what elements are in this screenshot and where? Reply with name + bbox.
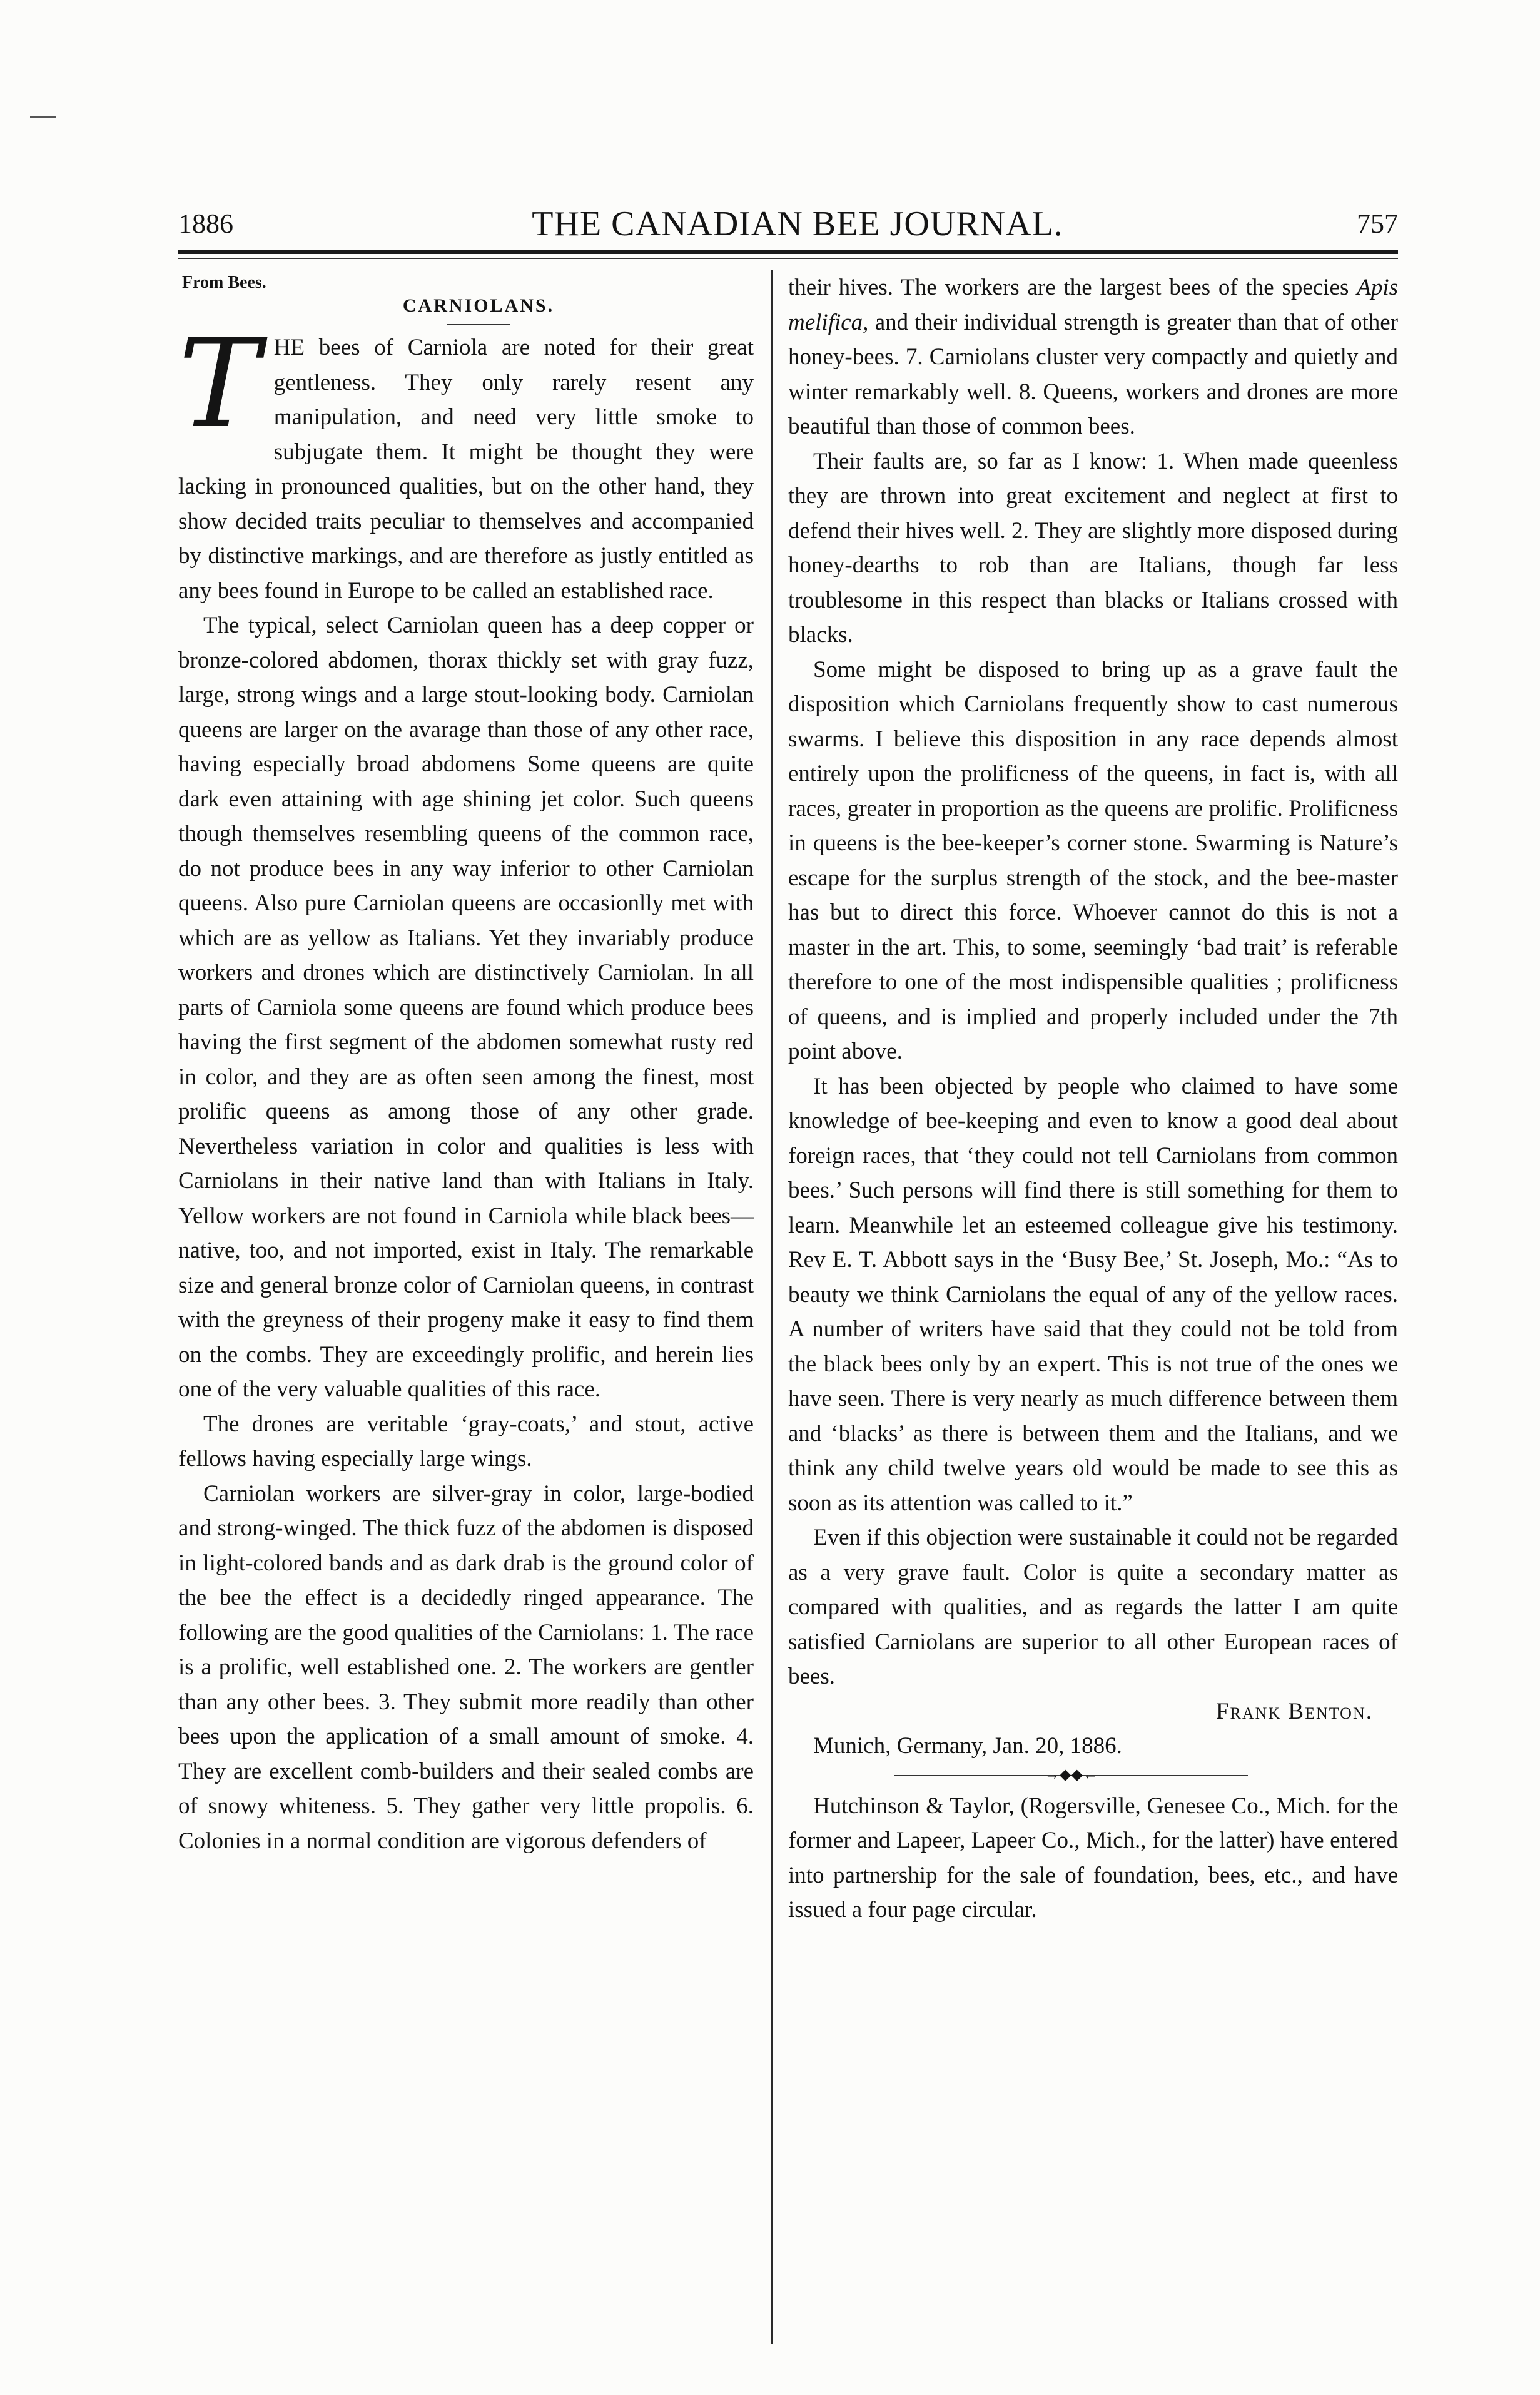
- drop-cap: T: [178, 313, 260, 455]
- header-rule-thick: [178, 250, 1398, 254]
- paragraph-1-text: HE bees of Carniola are noted for their great gentleness. They only rarely resent any manipulation, and need very little smoke to subjugate them. It might be thought they were lacking in pronounced qualities, but on the other hand, they show decided traits peculiar to themselves and accompanied by distinctive markings, and are therefore as justly entitled as any bees found in Europe to be called an established race.: [178, 335, 754, 604]
- paragraph-1: [178, 313, 754, 608]
- paragraph-4: Carniolan workers are silver-gray in color, large-bodied and strong-winged. The thick fuzz of the abdomen is disposed in light-colored bands and as dark drab is the ground color of the bee the effect is a decidedly ringed appearance. The following are the good qualities of the Carniolans: 1. The race is a prolific, well established one. 2. The workers are gentler than any other bees. 3. They submit more readily than other bees upon the application of a small amount of smoke. 4. They are excellent comb-builders and their sealed combs are of snowy whiteness. 5. They gather very little propolis. 6. Colonies in a normal condition are vigorous defenders of: [178, 1480, 754, 1854]
- author-signature: Frank Benton.: [1215, 1698, 1373, 1724]
- paragraph-conclusion: Even if this objection were sustainable it could not be regarded as a very grave fault. Color is quite a secondary matter as compared with qualities, and as regards the latter I am quite satisfied Carniolans are superior to all other European races of bees.: [788, 1525, 1398, 1689]
- paragraph-faults: Their faults are, so far as I know: 1. When made queenless they are thrown into great excitement and neglect at first to defend their hives well. 2. They are slightly more disposed during honey-dearths to rob than are Italians, though far less troublesome in this respect than blacks or Italians crossed with blacks.: [788, 448, 1398, 648]
- paragraph-3: The drones are veritable ‘gray-coats,’ and stout, active fellows having especially large wings.: [178, 1411, 754, 1472]
- heading-rule: [447, 324, 510, 325]
- header-year: 1886: [178, 208, 233, 239]
- header-rule-thin: [178, 258, 1398, 259]
- dateline: Munich, Germany, Jan. 20, 1886.: [813, 1733, 1122, 1759]
- column-divider: [771, 270, 773, 2344]
- paragraph-swarming: Some might be disposed to bring up as a grave fault the disposition which Carniolans frequently show to cast numerous swarms. I believe this disposition in any race depends almost entirely upon the prolificness of the queens, in fact is, with all races, greater in proportion as the queens are prolific. Prolificness in queens is the bee-keeper’s corner stone. Swarming is Nature’s escape for the surplus strength of the stock, and the bee-master has but to direct this force. Whoever cannot do this is not a master in the art. This, to some, seemingly ‘bad trait’ is referable therefore to one of the most indispensible qualities ; prolificness of queens, and is implied and properly included under the 7th point above.: [788, 656, 1398, 1064]
- species-name: Apis melifica,: [788, 275, 1398, 335]
- article-source: From Bees.: [182, 273, 266, 292]
- stray-mark: [30, 116, 56, 118]
- page-number: 757: [1357, 208, 1398, 239]
- paragraph-4-continued-b: and their individual strength is greater than that of other honey-bees. 7. Carniolans cluster very compactly and quietly and winter remarkably well. 8. Queens, workers and drones are more beautiful than those of common bees.: [788, 309, 1399, 439]
- journal-title: THE CANADIAN BEE JOURNAL.: [532, 205, 1063, 243]
- right-column: [788, 270, 1398, 1928]
- paragraph-4-continued-a: their hives. The workers are the largest bees of the species: [788, 275, 1349, 300]
- divider-ornament: →◆◆←: [1045, 1766, 1098, 1783]
- left-column: [178, 270, 754, 1858]
- notice-paragraph: Hutchinson & Taylor, (Rogersville, Genesee Co., Mich. for the former and Lapeer, Lapeer Co., Mich., for the latter) have entered into partnership for the sale of foundation, bees, etc., and have issued a four page circular.: [788, 1792, 1398, 1923]
- page-header: [178, 199, 1398, 249]
- paragraph-objection: It has been objected by people who claimed to have some knowledge of bee-keeping and even to know a good deal about foreign races, that ‘they could not tell Carniolans from common bees.’ Such persons will find there is still something for them to learn. Meanwhile let an esteemed colleague give his testimony. Rev E. T. Abbott says in the ‘Busy Bee,’ St. Joseph, Mo.: “As to beauty we think Carniolans the equal of any of the yellow races. A number of writers have said that they could not be told from the black bees only by an expert. This is not true of the ones we have seen. There is very nearly as much difference between them and ‘blacks’ as there is between them and the Italians, and we think any child twelve years old would be made to see this as soon as its attention was called to it.”: [788, 1073, 1398, 1516]
- article-heading: CARNIOLANS.: [402, 295, 555, 316]
- paragraph-2: The typical, select Carniolan queen has a deep copper or bronze-colored abdomen, thorax thickly set with gray fuzz, large, strong wings and a large stout-looking body. Carniolan queens are larger on the avarage than those of any other race, having especially broad abdomens Some queens are quite dark even attaining with age shining jet color. Such queens though themselves resembling queens of the common race, do not produce bees in any way inferior to other Carniolan queens. Also pure Carniolan queens are occasionlly met with which are as yellow as Italians. Yet they invariably produce workers and drones which are distinctively Carniolan. In all parts of Carniola some queens are found which produce bees having the first segment of the abdomen somewhat rusty red in color, and they are as often seen among the finest, most prolific queens as among those of any other grade. Nevertheless variation in color and qualities is less with Carniolans in their native land than with Italians in Italy. Yellow workers are not found in Carniola while black bees—native, too, and not imported, exist in Italy. The remarkable size and general bronze color of Carniolan queens, in contrast with the greyness of their progeny make it easy to find them on the combs. They are exceedingly prolific, and herein lies one of the very valuable qualities of this race.: [178, 613, 754, 1402]
- section-divider: [788, 1764, 1398, 1789]
- paragraph-4-continued: [788, 270, 1398, 444]
